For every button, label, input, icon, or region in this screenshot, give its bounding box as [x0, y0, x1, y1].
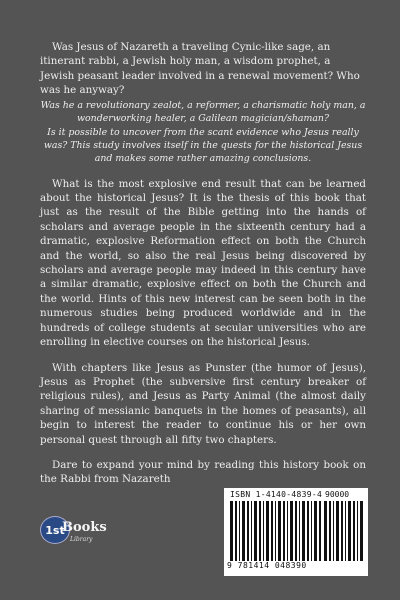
thesis-paragraph: What is the most explosive end result that can be learned about the historical Jesus? It is the thesis of this book that just as the result of the Bible getting into the hands of scholars and average people in the sixteenth century had a dramatic, explosive Reformation effect on both the Church and the world, so also the real Jesus being discovered by scholars and average people may indeed in this century have a similar dramatic, explosive effect on both the Church and the world. Hints of this new interest can be seen both in the numerous studies being produced worldwide and in the hundreds of college students at secular universities who are enrolling in elective courses on the historical Jesus.: [40, 177, 366, 349]
italic-question-2: Is it possible to uncover from the scant evidence who Jesus really was? This study involves itself in the quests for the historical Jesus and makes some rather amazing conclusions.: [43, 127, 363, 165]
barcode: [224, 488, 368, 576]
italic-question-1: Was he a revolutionary zealot, a reformer, a charismatic holy man, a wonderworking healer, a Galilean magician/shaman?: [40, 99, 366, 124]
publisher-logo: [40, 516, 114, 546]
ean-number: 9 781414 048390: [227, 561, 307, 570]
price-code: 90000: [325, 490, 350, 499]
publisher-mark: 1st: [40, 516, 70, 544]
ean-bars: [230, 501, 322, 561]
publisher-sub: Library: [70, 536, 93, 543]
publisher-name: Books: [62, 520, 107, 535]
closing-paragraph: Dare to expand your mind by reading this history book on the Rabbi from Nazareth: [40, 458, 366, 486]
price-bars: [324, 501, 364, 561]
blurb: [40, 40, 366, 487]
intro-paragraph: Was Jesus of Nazareth a traveling Cynic-like sage, an itinerant rabbi, a Jewish holy man, a wisdom prophet, a Jewish peasant leader involved in a renewal movement? Who was he anyway?: [40, 41, 360, 97]
isbn-label: ISBN 1-4140-4839-4: [230, 490, 323, 499]
chapters-paragraph: With chapters like Jesus as Punster (the humor of Jesus), Jesus as Prophet (the subversive first century breaker of religious rules), and Jesus as Party Animal (the almost daily sharing of messianic banquets in the homes of peasants), all begin to interest the reader to continue his or her own personal quest through all fifty two chapters.: [40, 361, 366, 446]
